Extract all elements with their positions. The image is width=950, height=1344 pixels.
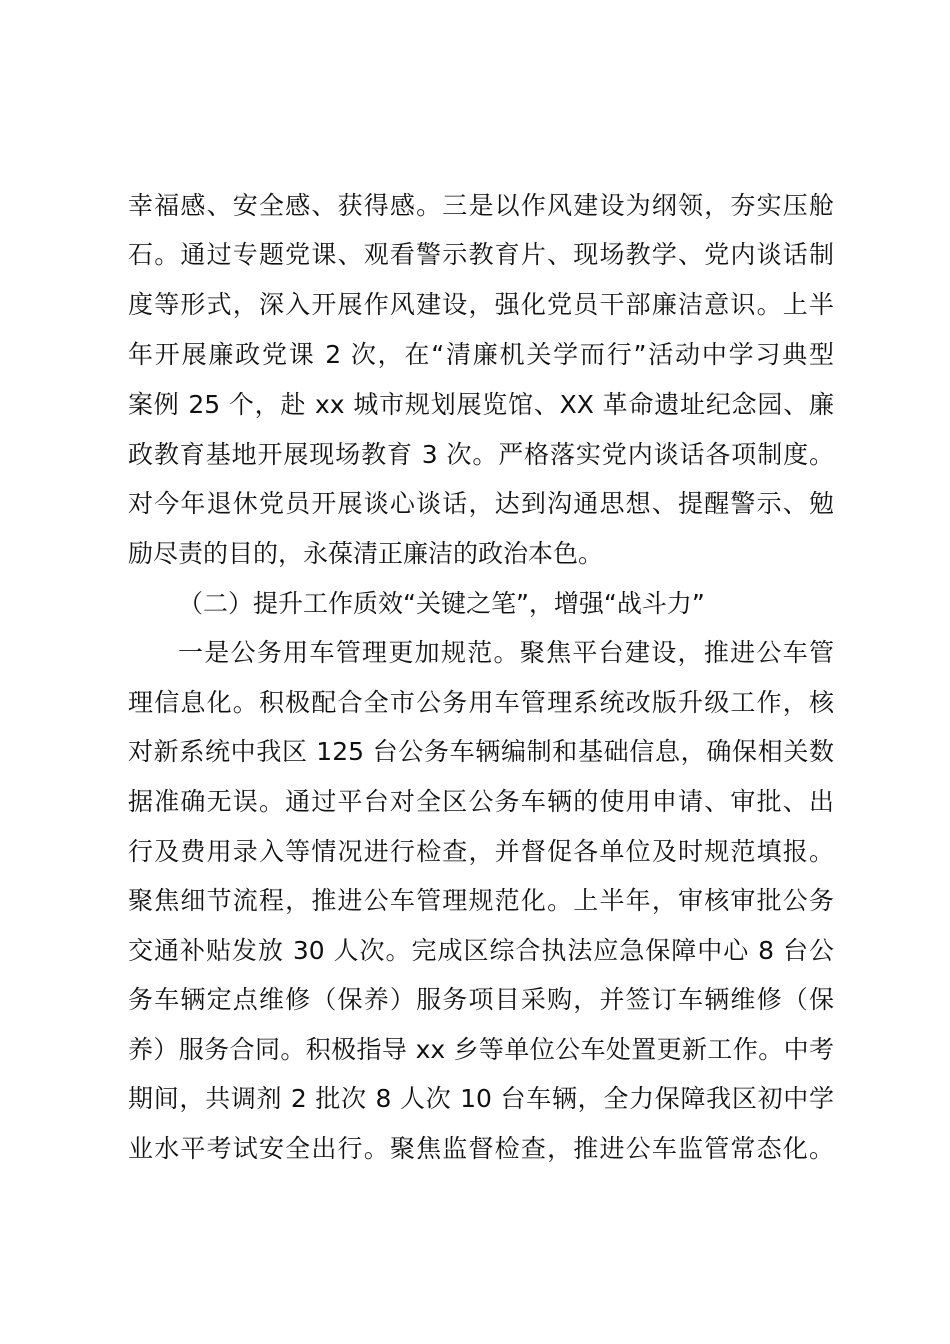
- text-line: 业水平考试安全出行。聚焦监督检查，推进公车监管常态化。: [128, 1134, 834, 1163]
- text-line: 案例 25 个，赴 xx 城市规划展览馆、XX 革命遗址纪念园、廉: [128, 390, 834, 419]
- text-line: 务车辆定点维修（保养）服务项目采购，并签订车辆维修（保: [128, 985, 834, 1014]
- text-line: 年开展廉政党课 2 次，在“清廉机关学而行”活动中学习典型: [128, 340, 834, 369]
- text-line: 期间，共调剂 2 批次 8 人次 10 台车辆，全力保障我区初中学: [128, 1084, 834, 1113]
- text-line: 理信息化。积极配合全市公务用车管理系统改版升级工作，核: [128, 688, 834, 717]
- text-line: 一是公务用车管理更加规范。聚焦平台建设，推进公车管: [178, 638, 834, 667]
- text-line: 养）服务合同。积极指导 xx 乡等单位公车处置更新工作。中考: [128, 1035, 834, 1064]
- text-line: 行及费用录入等情况进行检查，并督促各单位及时规范填报。: [128, 837, 834, 866]
- text-line: 据准确无误。通过平台对全区公务车辆的使用申请、审批、出: [128, 787, 834, 816]
- text-line: 励尽责的目的，永葆清正廉洁的政治本色。: [128, 539, 604, 568]
- text-line: 幸福感、安全感、获得感。三是以作风建设为纲领，夯实压舱: [128, 191, 834, 220]
- text-line: 交通补贴发放 30 人次。完成区综合执法应急保障中心 8 台公: [128, 936, 834, 965]
- text-line: 对今年退休党员开展谈心谈话，达到沟通思想、提醒警示、勉: [128, 489, 834, 518]
- text-line: 对新系统中我区 125 台公务车辆编制和基础信息，确保相关数: [128, 737, 834, 766]
- text-line: 度等形式，深入开展作风建设，强化党员干部廉洁意识。上半: [128, 290, 834, 319]
- text-line: 石。通过专题党课、观看警示教育片、现场教学、党内谈话制: [128, 240, 834, 269]
- section-heading: （二）提升工作质效“关键之笔”，增强“战斗力”: [178, 589, 705, 618]
- text-line: 政教育基地开展现场教育 3 次。严格落实党内谈话各项制度。: [128, 440, 834, 469]
- text-line: 聚焦细节流程，推进公车管理规范化。上半年，审核审批公务: [128, 886, 834, 915]
